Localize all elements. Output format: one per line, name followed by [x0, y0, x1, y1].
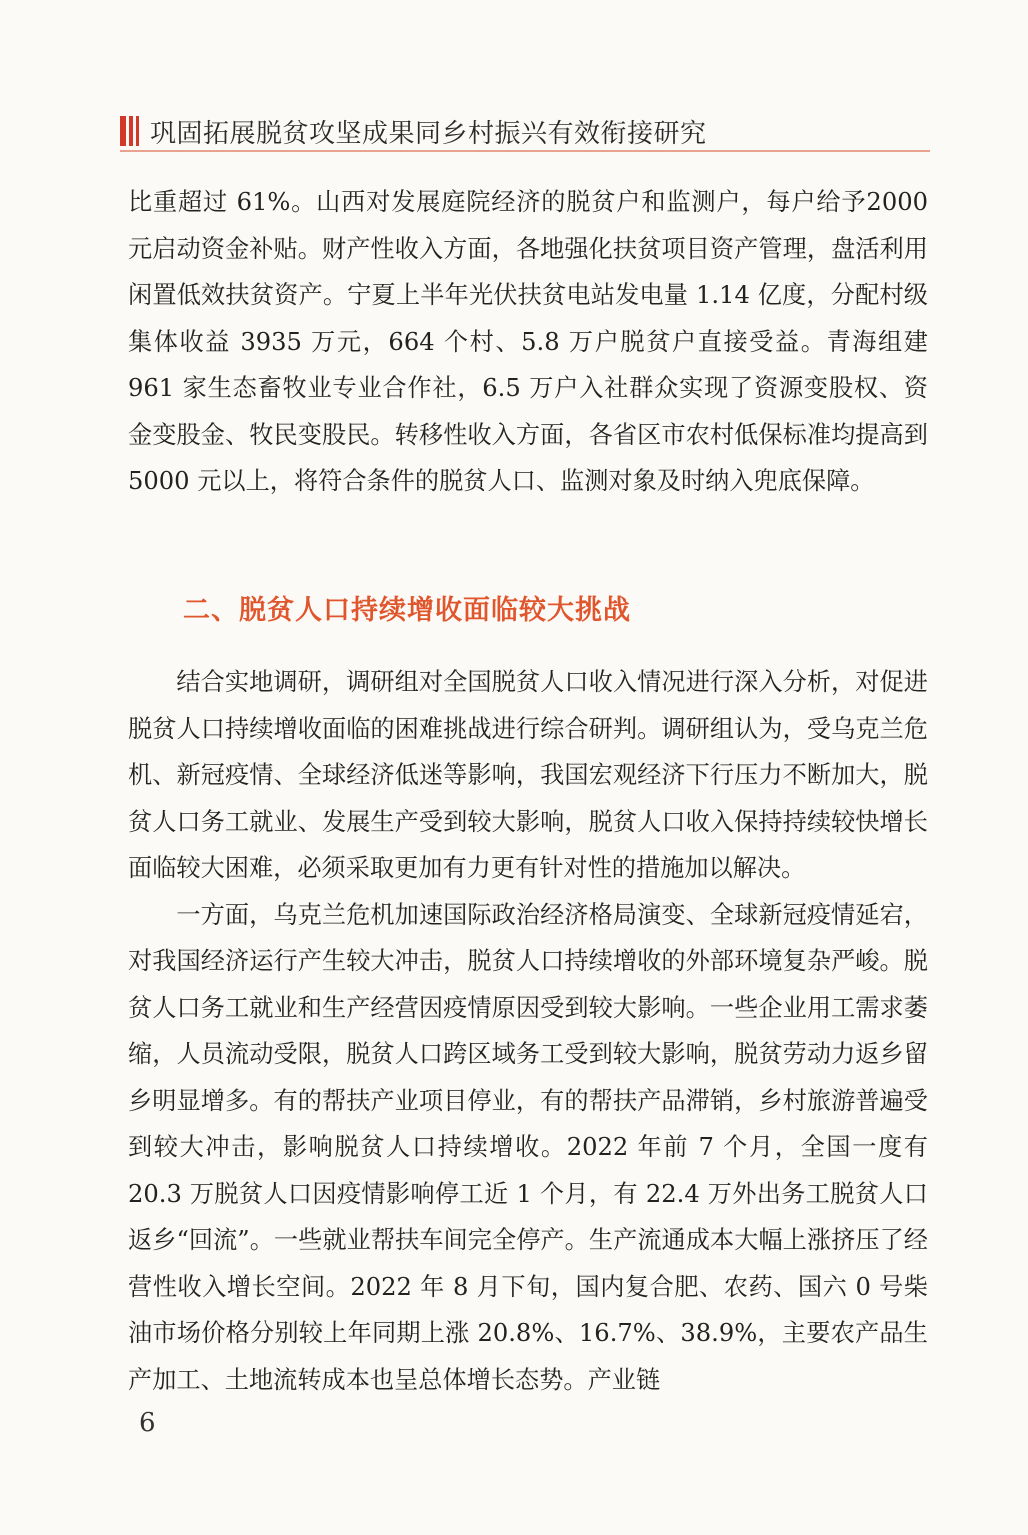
paragraph: 结合实地调研，调研组对全国脱贫人口收入情况进行深入分析，对促进脱贫人口持续增收面临的困难挑战进行综合研判。调研组认为，受乌克兰危机、新冠疫情、全球经济低迷等影响，我国宏观经济下行压力不断加大，脱贫人口务工就业、发展生产受到较大影响，脱贫人口收入保持持续较快增长面临较大困难，必须采取更加有力更有针对性的措施加以解决。 [128, 668, 928, 882]
header-rule [120, 150, 930, 152]
header-marker-icon [120, 116, 144, 146]
running-header-title: 巩固拓展脱贫攻坚成果同乡村振兴有效衔接研究 [150, 118, 707, 149]
paragraph: 一方面，乌克兰危机加速国际政治经济格局演变、全球新冠疫情延宕，对我国经济运行产生较大冲击，脱贫人口持续增收的外部环境复杂严峻。脱贫人口务工就业和生产经营因疫情原因受到较大影响。一些企业用工需求萎缩，人员流动受限，脱贫人口跨区域务工受到较大影响，脱贫劳动力返乡留乡明显增多。有的帮扶产业项目停业，有的帮扶产品滞销，乡村旅游普遍受到较大冲击，影响脱贫人口持续增收。2022 年前 7 个月，全国一度有 20.3 万脱贫人口因疫情影响停工近 1 个月，有 22.4 万外出务工脱贫人口返乡“回流”。一些就业帮扶车间完全停产。生产流通成本大幅上涨挤压了经营性收入增长空间。2022 年 8 月下旬，国内复合肥、农药、国六 0 号柴油市场价格分别较上年同期上涨 20.8%、16.7%、38.9%，主要农产品生产加工、土地流转成本也呈总体增长态势。产业链 [128, 900, 928, 1394]
body-text-bottom [128, 659, 928, 1403]
section-heading: 二、脱贫人口持续增收面临较大挑战 [183, 595, 631, 626]
running-header [120, 112, 920, 150]
paragraph: 比重超过 61%。山西对发展庭院经济的脱贫户和监测户，每户给予2000 元启动资金补贴。财产性收入方面，各地强化扶贫项目资产管理，盘活利用闲置低效扶贫资产。宁夏上半年光伏扶贫电站发电量 1.14 亿度，分配村级集体收益 3935 万元，664 个村、5.8 万户脱贫户直接受益。青海组建 961 家生态畜牧业专业合作社，6.5 万户入社群众实现了资源变股权、资金变股金、牧民变股民。转移性收入方面，各省区市农村低保标准均提高到 5000 元以上，将符合条件的脱贫人口、监测对象及时纳入兜底保障。 [128, 188, 928, 495]
body-text-top [128, 179, 928, 505]
page-number: 6 [139, 1408, 156, 1438]
